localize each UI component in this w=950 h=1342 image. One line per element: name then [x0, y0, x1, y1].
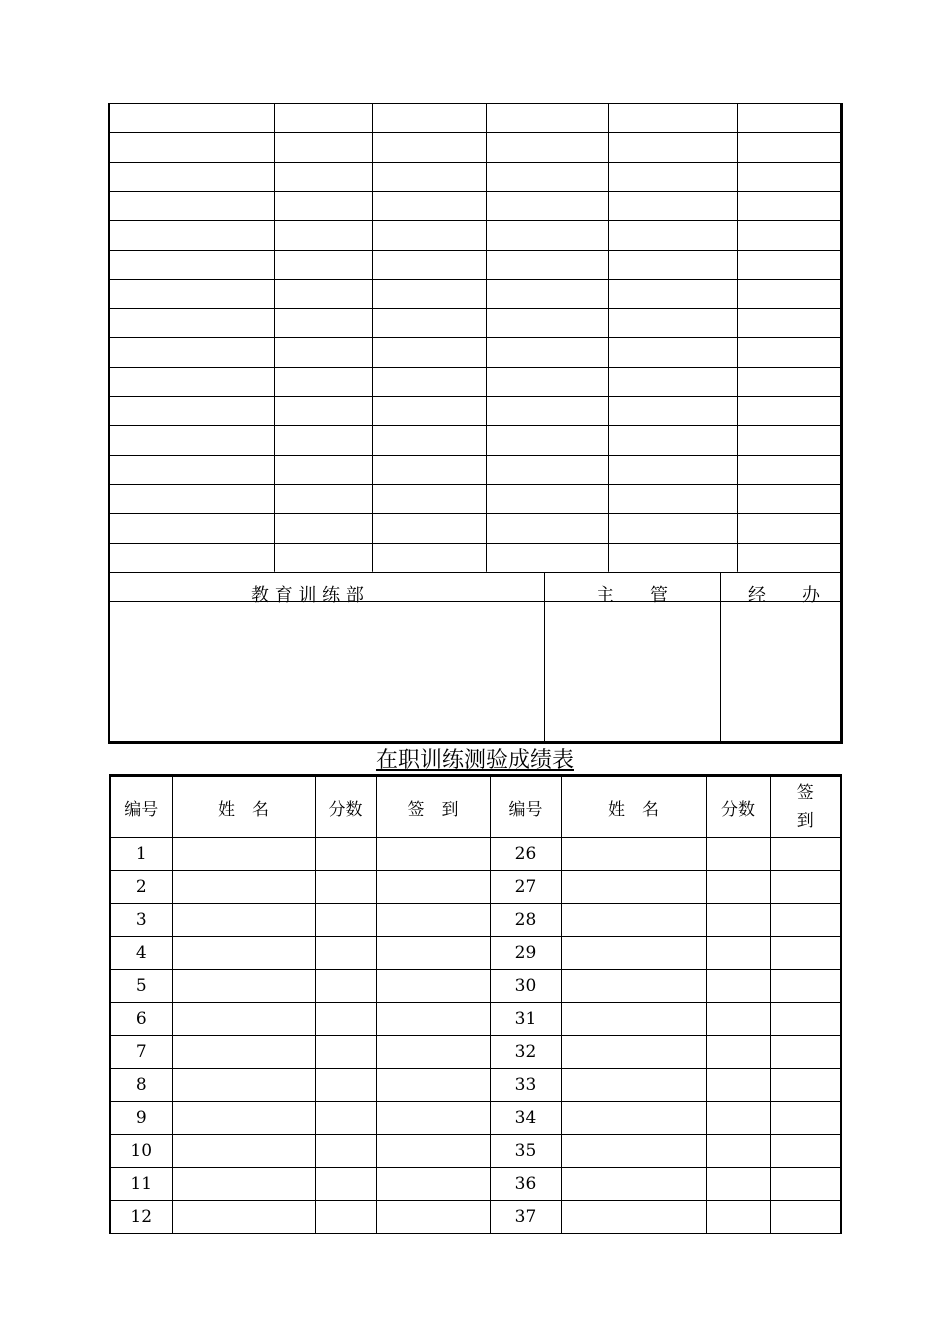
score-cell-right[interactable]	[706, 937, 770, 970]
table-row	[110, 937, 841, 970]
row-number-right: 37	[490, 1201, 561, 1234]
score-cell-right[interactable]	[706, 871, 770, 904]
score-cell-left[interactable]	[315, 1102, 376, 1135]
signin-cell-right[interactable]	[770, 1069, 841, 1102]
name-cell-left[interactable]	[172, 1003, 315, 1036]
table-row	[110, 1102, 841, 1135]
table-header-row	[110, 776, 841, 838]
name-cell-right[interactable]	[561, 1069, 706, 1102]
blank-grid-lines	[110, 103, 845, 744]
score-cell-right[interactable]	[706, 1003, 770, 1036]
table-row	[110, 1069, 841, 1102]
table-row	[110, 1036, 841, 1069]
page-title: 在职训练测验成绩表	[375, 748, 574, 773]
signin-cell-right[interactable]	[770, 970, 841, 1003]
signin-cell-left[interactable]	[376, 970, 490, 1003]
score-cell-left[interactable]	[315, 970, 376, 1003]
signin-cell-left[interactable]	[376, 937, 490, 970]
row-number-right: 32	[490, 1036, 561, 1069]
signin-cell-right[interactable]	[770, 838, 841, 871]
name-cell-left[interactable]	[172, 1201, 315, 1234]
name-cell-right[interactable]	[561, 937, 706, 970]
signin-cell-left[interactable]	[376, 1102, 490, 1135]
header-name-right: 姓 名	[561, 776, 706, 838]
score-cell-right[interactable]	[706, 1168, 770, 1201]
blank-grid-form	[108, 103, 843, 744]
score-cell-right[interactable]	[706, 838, 770, 871]
score-cell-left[interactable]	[315, 1069, 376, 1102]
score-cell-right[interactable]	[706, 1135, 770, 1168]
row-number-right: 29	[490, 937, 561, 970]
name-cell-right[interactable]	[561, 838, 706, 871]
name-cell-left[interactable]	[172, 937, 315, 970]
name-cell-left[interactable]	[172, 970, 315, 1003]
score-cell-left[interactable]	[315, 871, 376, 904]
score-cell-right[interactable]	[706, 1102, 770, 1135]
name-cell-right[interactable]	[561, 1003, 706, 1036]
name-cell-right[interactable]	[561, 1036, 706, 1069]
score-cell-right[interactable]	[706, 1069, 770, 1102]
name-cell-right[interactable]	[561, 1168, 706, 1201]
row-number-right: 36	[490, 1168, 561, 1201]
name-cell-right[interactable]	[561, 904, 706, 937]
name-cell-left[interactable]	[172, 904, 315, 937]
header-signin-right-text: 签到	[796, 783, 814, 831]
row-number-left: 3	[110, 904, 172, 937]
header-number-left: 编号	[110, 776, 172, 838]
signin-cell-right[interactable]	[770, 1135, 841, 1168]
row-number-right: 34	[490, 1102, 561, 1135]
name-cell-left[interactable]	[172, 1069, 315, 1102]
header-score-right: 分数	[706, 776, 770, 838]
header-number-right: 编号	[490, 776, 561, 838]
row-number-left: 5	[110, 970, 172, 1003]
signin-cell-right[interactable]	[770, 937, 841, 970]
row-number-right: 26	[490, 838, 561, 871]
table-row	[110, 1135, 841, 1168]
table-row	[110, 904, 841, 937]
name-cell-left[interactable]	[172, 1135, 315, 1168]
signin-cell-right[interactable]	[770, 1201, 841, 1234]
name-cell-right[interactable]	[561, 1135, 706, 1168]
signin-cell-right[interactable]	[770, 1102, 841, 1135]
name-cell-left[interactable]	[172, 1102, 315, 1135]
table-row	[110, 1168, 841, 1201]
score-cell-left[interactable]	[315, 937, 376, 970]
row-number-left: 9	[110, 1102, 172, 1135]
row-number-right: 33	[490, 1069, 561, 1102]
score-cell-right[interactable]	[706, 970, 770, 1003]
score-cell-left[interactable]	[315, 838, 376, 871]
name-cell-right[interactable]	[561, 1102, 706, 1135]
row-number-left: 8	[110, 1069, 172, 1102]
row-number-left: 10	[110, 1135, 172, 1168]
score-cell-right[interactable]	[706, 1201, 770, 1234]
score-cell-left[interactable]	[315, 1135, 376, 1168]
header-signin-right	[770, 776, 841, 838]
row-number-right: 35	[490, 1135, 561, 1168]
table-row	[110, 1003, 841, 1036]
signin-cell-left[interactable]	[376, 1168, 490, 1201]
score-cell-left[interactable]	[315, 1168, 376, 1201]
signin-cell-right[interactable]	[770, 904, 841, 937]
signin-cell-left[interactable]	[376, 838, 490, 871]
name-cell-left[interactable]	[172, 1168, 315, 1201]
row-number-left: 11	[110, 1168, 172, 1201]
signin-cell-left[interactable]	[376, 1201, 490, 1234]
signin-cell-right[interactable]	[770, 1003, 841, 1036]
signin-cell-left[interactable]	[376, 1135, 490, 1168]
row-number-left: 1	[110, 838, 172, 871]
score-table	[109, 774, 842, 1234]
score-cell-right[interactable]	[706, 1036, 770, 1069]
department-label: 教 育 训 练 部	[251, 585, 364, 606]
name-cell-left[interactable]	[172, 838, 315, 871]
name-cell-right[interactable]	[561, 871, 706, 904]
supervisor-label: 主 管	[596, 585, 668, 606]
row-number-left: 2	[110, 871, 172, 904]
signin-cell-right[interactable]	[770, 871, 841, 904]
table-row	[110, 871, 841, 904]
row-number-right: 28	[490, 904, 561, 937]
table-row	[110, 1201, 841, 1234]
row-number-right: 31	[490, 1003, 561, 1036]
row-number-left: 12	[110, 1201, 172, 1234]
header-name-left: 姓 名	[172, 776, 315, 838]
row-number-right: 27	[490, 871, 561, 904]
header-score-left: 分数	[315, 776, 376, 838]
name-cell-left[interactable]	[172, 871, 315, 904]
handler-label: 经 办	[748, 585, 820, 606]
name-cell-right[interactable]	[561, 1201, 706, 1234]
score-cell-left[interactable]	[315, 1036, 376, 1069]
signin-cell-left[interactable]	[376, 871, 490, 904]
row-number-left: 4	[110, 937, 172, 970]
name-cell-left[interactable]	[172, 1036, 315, 1069]
header-signin-left: 签 到	[376, 776, 490, 838]
row-number-right: 30	[490, 970, 561, 1003]
signin-cell-right[interactable]	[770, 1168, 841, 1201]
row-number-left: 6	[110, 1003, 172, 1036]
signin-cell-left[interactable]	[376, 1036, 490, 1069]
score-cell-left[interactable]	[315, 904, 376, 937]
score-cell-left[interactable]	[315, 1201, 376, 1234]
score-cell-right[interactable]	[706, 904, 770, 937]
score-cell-left[interactable]	[315, 1003, 376, 1036]
table-row	[110, 838, 841, 871]
name-cell-right[interactable]	[561, 970, 706, 1003]
signin-cell-left[interactable]	[376, 1003, 490, 1036]
signin-cell-right[interactable]	[770, 1036, 841, 1069]
row-number-left: 7	[110, 1036, 172, 1069]
table-row	[110, 970, 841, 1003]
signin-cell-left[interactable]	[376, 904, 490, 937]
signin-cell-left[interactable]	[376, 1069, 490, 1102]
